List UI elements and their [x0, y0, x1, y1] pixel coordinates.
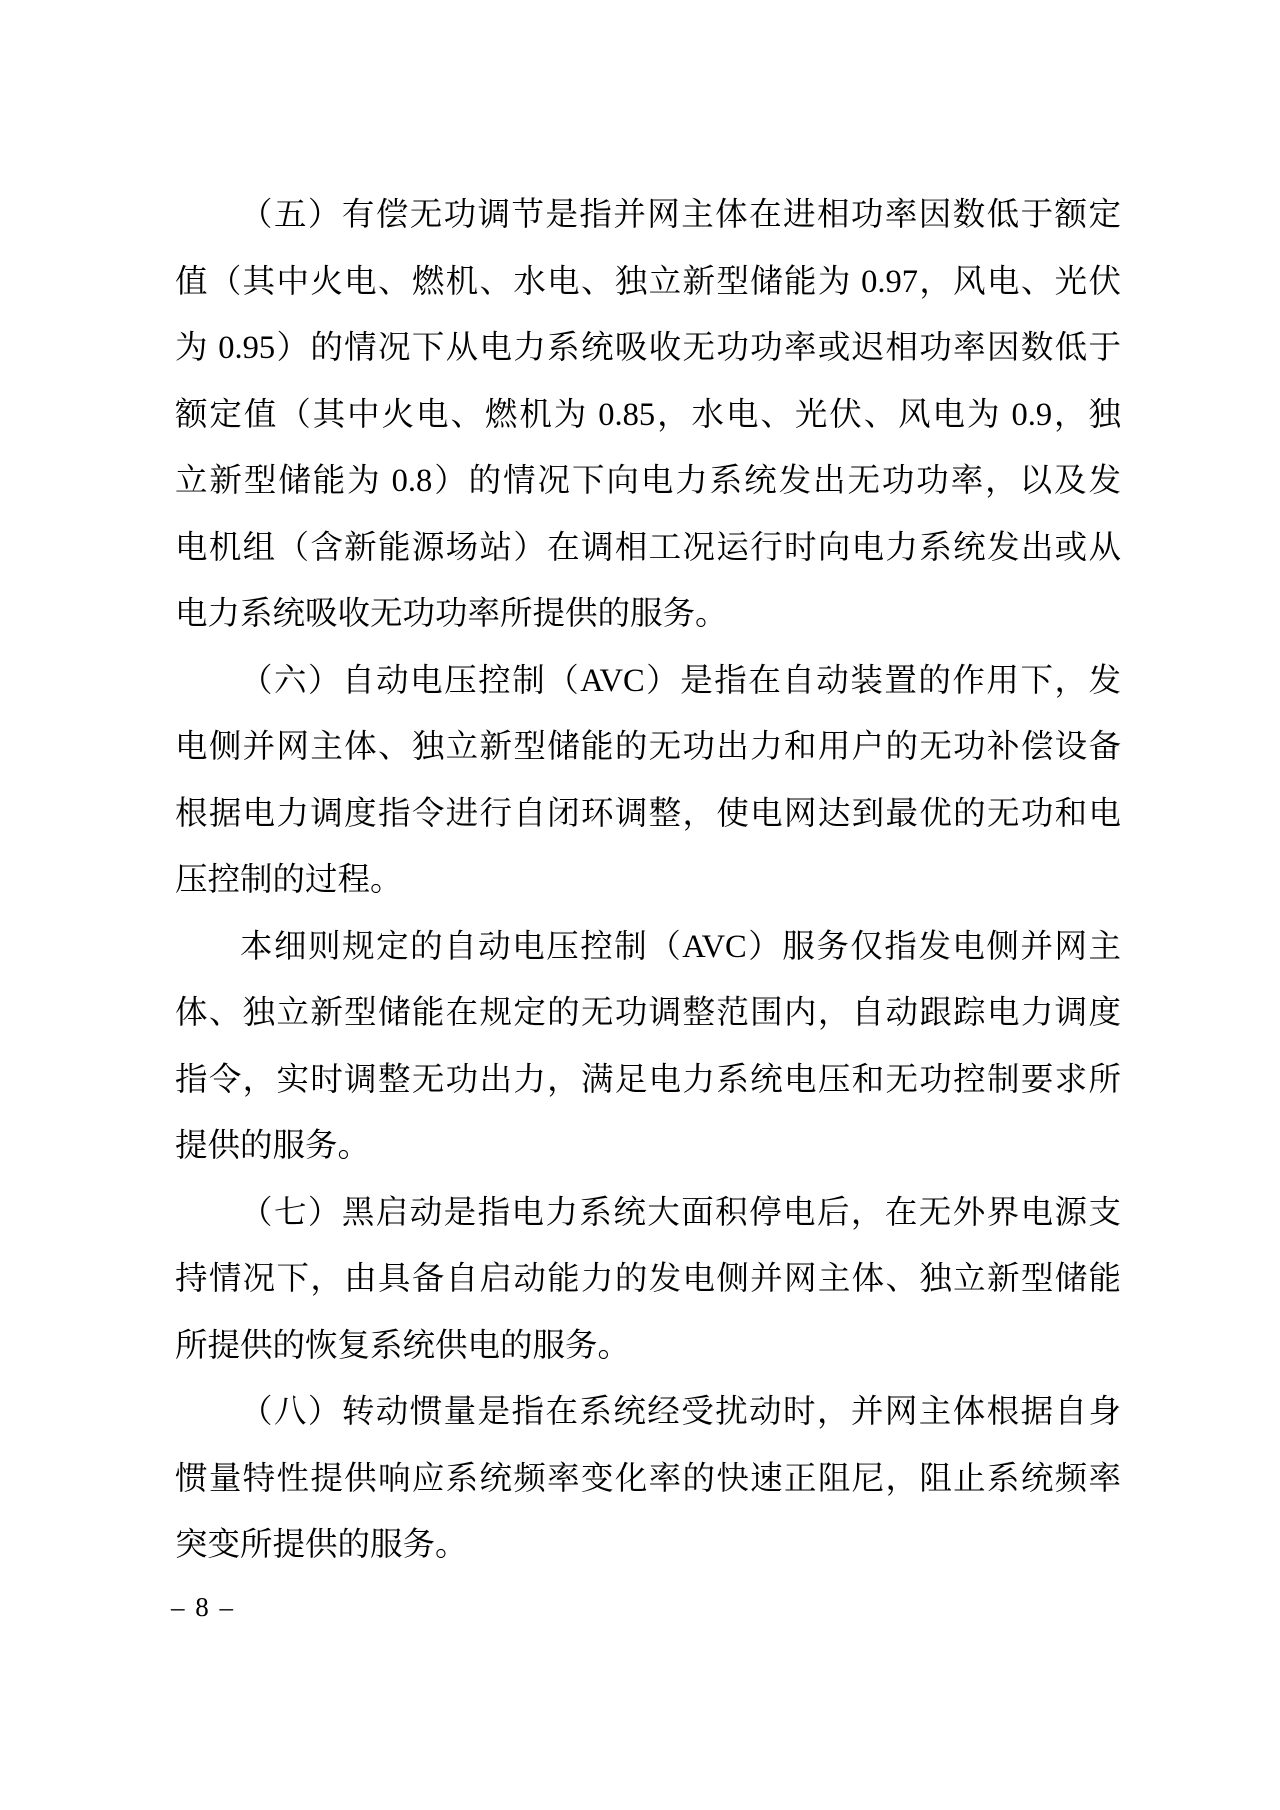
page-number: – 8 –: [171, 1592, 235, 1622]
text-line: 惯量特性提供响应系统频率变化率的快速正阻尼，阻止系统频率: [175, 1460, 1121, 1497]
text-line: （六）自动电压控制（AVC）是指在自动装置的作用下，发: [240, 662, 1121, 699]
text-line: （五）有偿无功调节是指并网主体在进相功率因数低于额定: [240, 197, 1121, 233]
text-line: 电力系统吸收无功功率所提供的服务。: [175, 596, 728, 632]
definition-5-paid-reactive-regulation: [175, 182, 1121, 648]
avc-scope-note: [175, 914, 1121, 1180]
text-line: 体、独立新型储能在规定的无功调整范围内，自动跟踪电力调度: [175, 995, 1121, 1031]
text-line: 所提供的恢复系统供电的服务。: [175, 1327, 631, 1364]
text-line: 立新型储能为 0.8）的情况下向电力系统发出无功功率，以及发: [175, 463, 1121, 499]
text-line: 值（其中火电、燃机、水电、独立新型储能为 0.97，风电、光伏: [175, 263, 1121, 300]
document-body: [175, 182, 1121, 1579]
text-line: 电侧并网主体、独立新型储能的无功出力和用户的无功补偿设备: [175, 729, 1121, 765]
text-line: 提供的服务。: [175, 1128, 371, 1164]
text-line: （八）转动惯量是指在系统经受扰动时，并网主体根据自身: [240, 1394, 1121, 1430]
text-line: 本细则规定的自动电压控制（AVC）服务仅指发电侧并网主: [240, 928, 1121, 965]
text-line: 电机组（含新能源场站）在调相工况运行时向电力系统发出或从: [175, 529, 1121, 566]
text-line: 为 0.95）的情况下从电力系统吸收无功功率或迟相功率因数低于: [175, 330, 1121, 366]
text-line: 额定值（其中火电、燃机为 0.85，水电、光伏、风电为 0.9，独: [175, 396, 1121, 433]
definition-7-black-start: [175, 1180, 1121, 1380]
definition-8-rotational-inertia: [175, 1379, 1121, 1579]
definition-6-avc: [175, 648, 1121, 914]
text-line: 根据电力调度指令进行自闭环调整，使电网达到最优的无功和电: [175, 795, 1121, 832]
text-line: 持情况下，由具备自启动能力的发电侧并网主体、独立新型储能: [175, 1261, 1121, 1297]
text-line: 突变所提供的服务。: [175, 1527, 468, 1563]
text-line: 指令，实时调整无功出力，满足电力系统电压和无功控制要求所: [175, 1061, 1121, 1098]
text-line: （七）黑启动是指电力系统大面积停电后，在无外界电源支: [240, 1194, 1121, 1231]
text-line: 压控制的过程。: [175, 862, 403, 898]
